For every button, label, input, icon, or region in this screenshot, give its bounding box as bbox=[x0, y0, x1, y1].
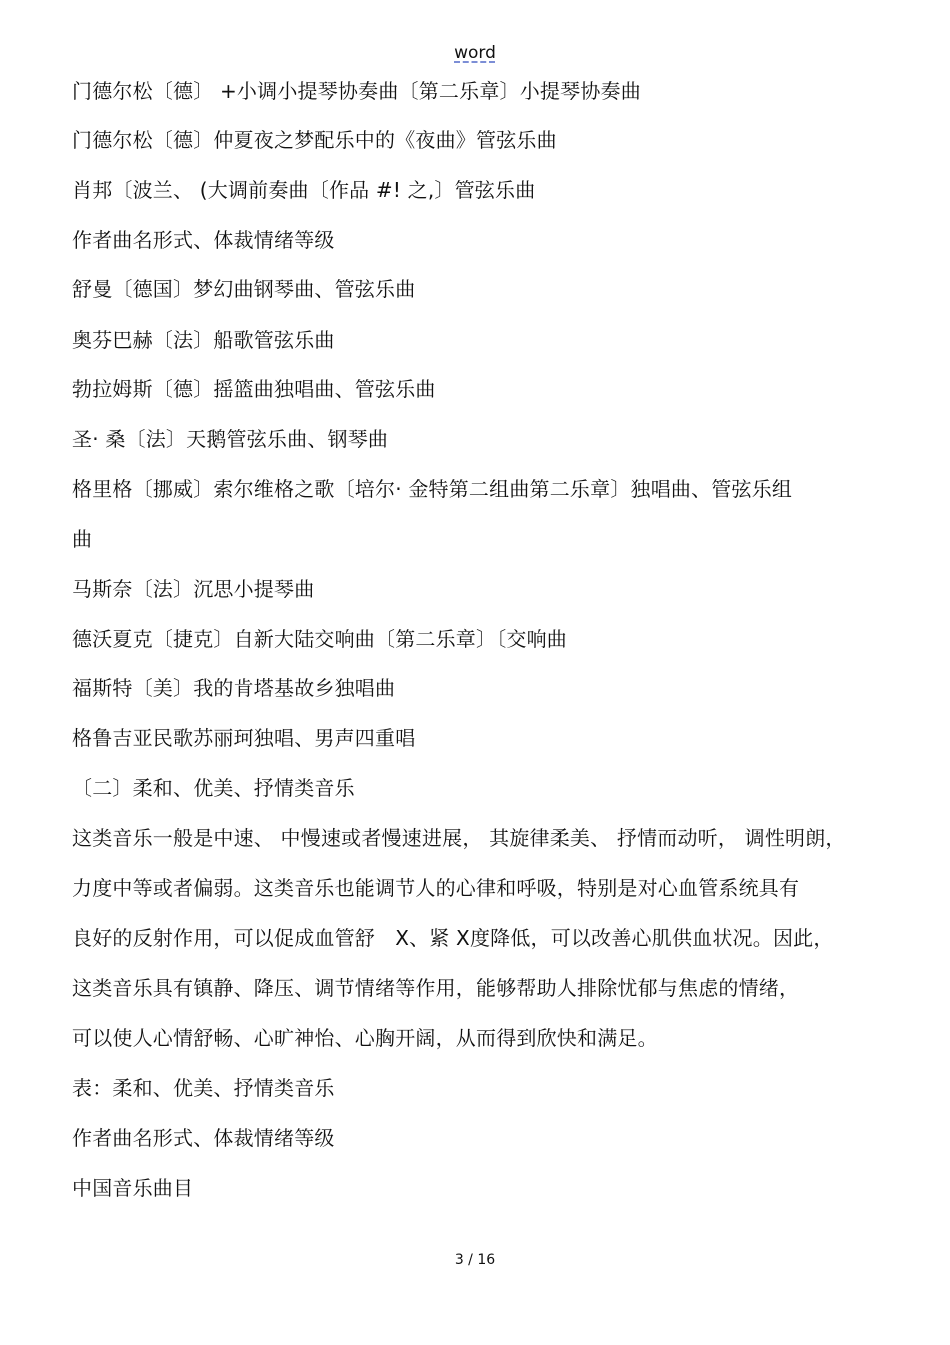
page-number: 3 / 16 bbox=[454, 1252, 496, 1268]
header-title: word bbox=[454, 43, 496, 63]
paragraph-line: 良好的反射作用，可以促成血管舒 X、紧 X度降低，可以改善心肌供血状况。因此， bbox=[72, 926, 834, 950]
text-line: 福斯特〔美〕我的肯塔基故乡独唱曲 bbox=[72, 676, 396, 700]
paragraph-line: 这类音乐具有镇静、降压、调节情绪等作用，能够帮助人排除忧郁与焦虑的情绪， bbox=[72, 976, 800, 1000]
text-line: 曲 bbox=[72, 527, 93, 551]
text-line: 舒曼〔德国〕梦幻曲钢琴曲、管弦乐曲 bbox=[72, 277, 416, 301]
paragraph-line: 这类音乐一般是中速、 中慢速或者慢速进展， 其旋律柔美、 抒情而动听， 调性明朗， bbox=[72, 826, 846, 850]
text-line: 肖邦〔波兰、 (大调前奏曲〔作品 #! 之,〕管弦乐曲 bbox=[72, 178, 536, 202]
text-line: 门德尔松〔德〕 +小调小提琴协奏曲〔第二乐章〕小提琴协奏曲 bbox=[72, 79, 641, 103]
text-line: 奥芬巴赫〔法〕船歌管弦乐曲 bbox=[72, 328, 335, 352]
text-line: 勃拉姆斯〔德〕摇篮曲独唱曲、管弦乐曲 bbox=[72, 377, 436, 401]
text-line: 圣· 桑〔法〕天鹅管弦乐曲、钢琴曲 bbox=[72, 427, 389, 451]
text-line: 格里格〔挪威〕索尔维格之歌〔培尔· 金特第二组曲第二乐章〕独唱曲、管弦乐组 bbox=[72, 477, 793, 501]
text-line: 德沃夏克〔捷克〕自新大陆交响曲〔第二乐章〕〔交响曲 bbox=[72, 627, 567, 651]
text-line: 作者曲名形式、体裁情绪等级 bbox=[72, 228, 335, 252]
page-header bbox=[0, 42, 950, 64]
text-line: 作者曲名形式、体裁情绪等级 bbox=[72, 1126, 335, 1150]
text-line: 门德尔松〔德〕仲夏夜之梦配乐中的《夜曲》管弦乐曲 bbox=[72, 128, 557, 152]
text-line: 马斯奈〔法〕沉思小提琴曲 bbox=[72, 577, 315, 601]
paragraph-line: 力度中等或者偏弱。这类音乐也能调节人的心律和呼吸，特别是对心血管系统具有 bbox=[72, 876, 800, 900]
section-heading: 〔二〕柔和、优美、抒情类音乐 bbox=[72, 776, 355, 800]
table-caption: 表：柔和、优美、抒情类音乐 bbox=[72, 1076, 335, 1100]
text-line: 中国音乐曲目 bbox=[72, 1176, 194, 1200]
text-line: 格鲁吉亚民歌苏丽珂独唱、男声四重唱 bbox=[72, 726, 416, 750]
paragraph-line: 可以使人心情舒畅、心旷神怡、心胸开阔，从而得到欣快和满足。 bbox=[72, 1026, 658, 1050]
